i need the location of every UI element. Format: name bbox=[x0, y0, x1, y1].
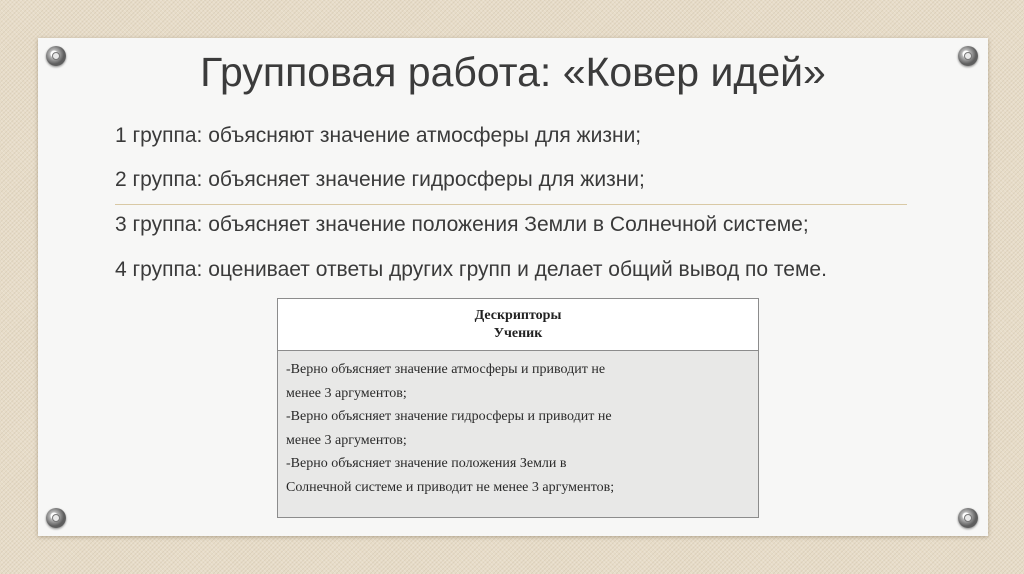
descriptors-header bbox=[278, 299, 758, 351]
descriptors-body bbox=[278, 351, 758, 517]
pushpin-icon bbox=[46, 508, 66, 528]
slide-title: Групповая работа: «Ковер идей» bbox=[200, 49, 826, 95]
descriptor-line: Солнечной системе и приводит не менее 3 аргументов; bbox=[286, 479, 615, 495]
descriptors-title: Дескрипторы bbox=[474, 308, 562, 323]
group-item-4: 4 группа: оценивает ответы других групп и делает общий вывод по теме. bbox=[115, 258, 827, 281]
descriptor-line: менее 3 аргументов; bbox=[286, 385, 407, 401]
descriptors-subtitle: Ученик bbox=[493, 326, 543, 341]
descriptor-line: менее 3 аргументов; bbox=[286, 432, 407, 448]
descriptor-line: -Верно объясняет значение атмосферы и приводит не bbox=[286, 362, 606, 377]
group-item-1: 1 группа: объясняют значение атмосферы для жизни; bbox=[115, 124, 642, 147]
group-item-3: 3 группа: объясняет значение положения Земли в Солнечной системе; bbox=[115, 213, 809, 236]
descriptors-table bbox=[277, 298, 759, 518]
slide-card bbox=[38, 38, 988, 536]
descriptor-line: -Верно объясняет значение гидросферы и приводит не bbox=[286, 409, 612, 424]
pushpin-icon bbox=[958, 508, 978, 528]
group-item-2: 2 группа: объясняет значение гидросферы для жизни; bbox=[115, 168, 645, 191]
descriptor-line: -Верно объясняет значение положения Земли в bbox=[286, 456, 567, 471]
section-divider bbox=[115, 204, 907, 205]
